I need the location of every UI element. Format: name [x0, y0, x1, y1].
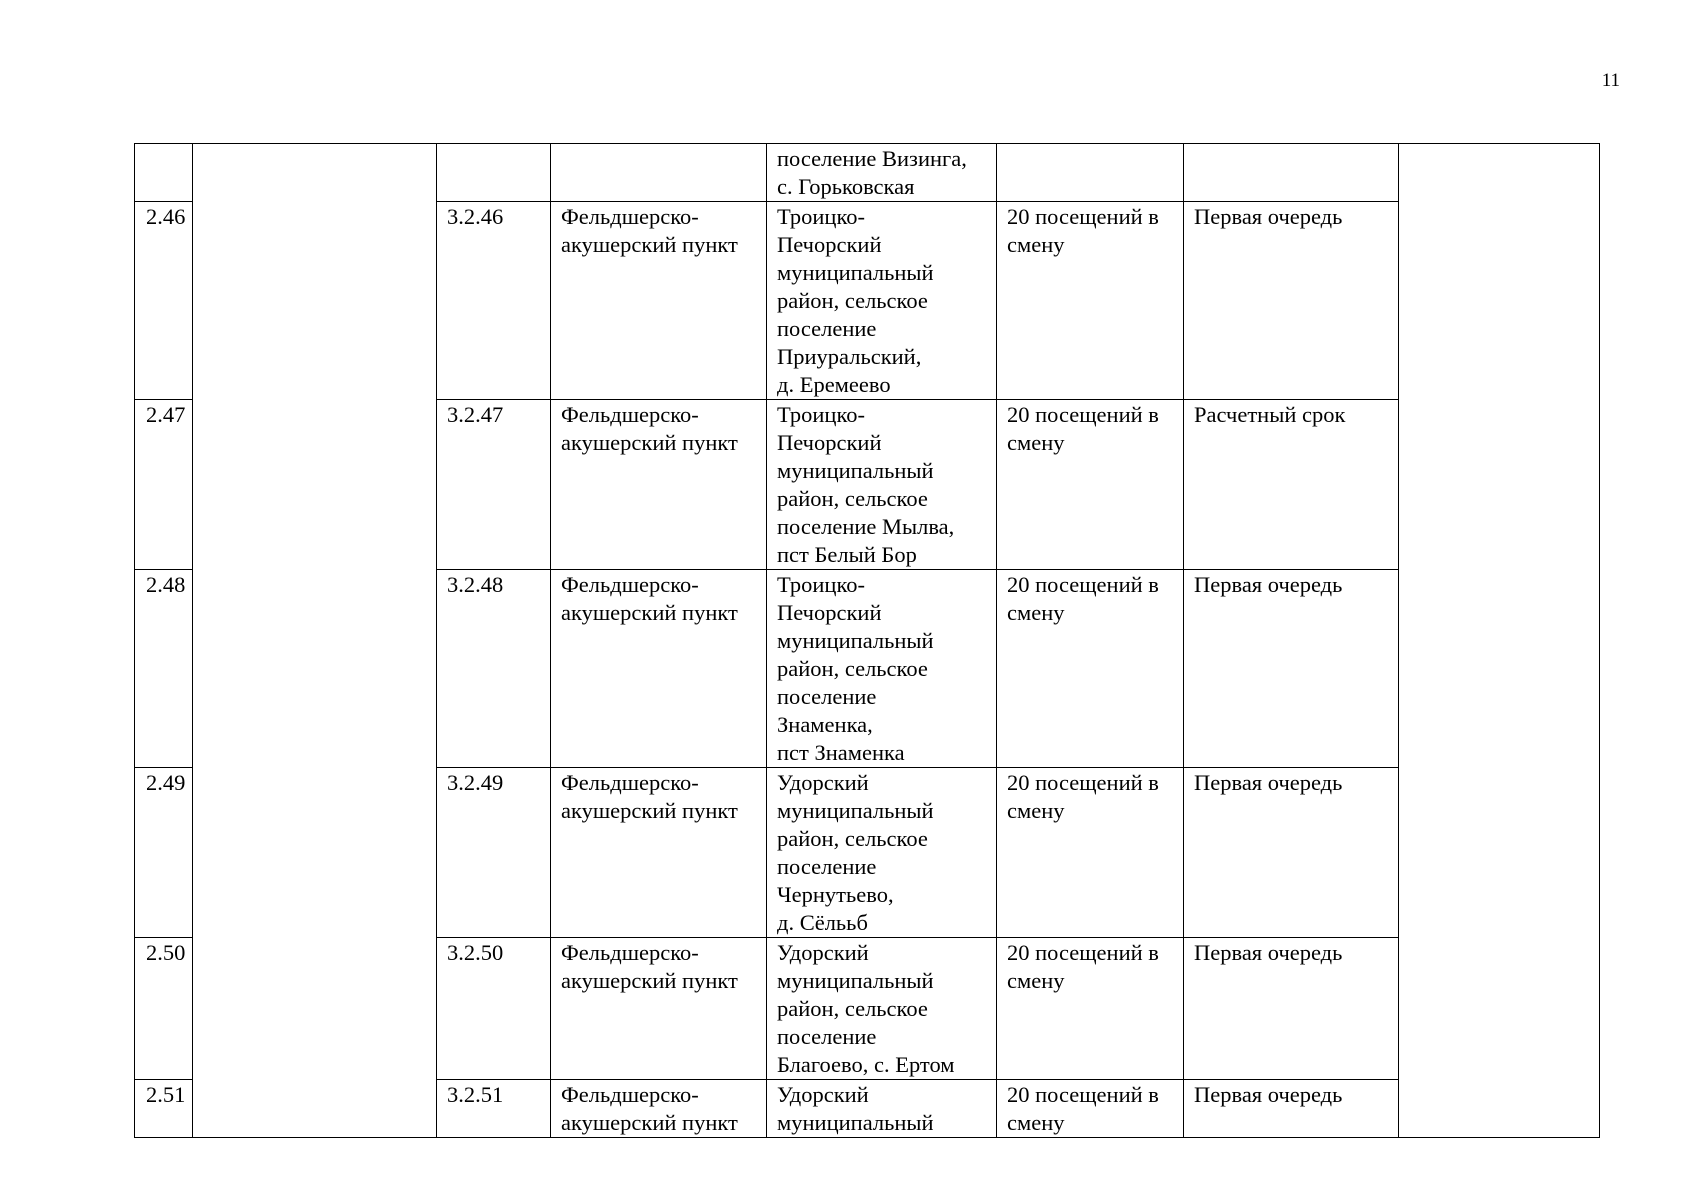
type-cell: Фельдшерско- акушерский пункт	[551, 1080, 767, 1138]
location-cell: Троицко- Печорский муниципальный район, сельское поселение Приуральский, д. Еремеево	[767, 202, 997, 400]
type-cell: Фельдшерско- акушерский пункт	[551, 768, 767, 938]
term-cell: Первая очередь	[1184, 938, 1399, 1080]
type-cell	[551, 144, 767, 202]
row-number-cell: 2.46	[135, 202, 193, 400]
code-cell	[437, 144, 551, 202]
merged-object-cell	[193, 144, 437, 1138]
page-number: 11	[1601, 70, 1620, 91]
table-row	[135, 144, 1600, 202]
location-cell: Троицко- Печорский муниципальный район, сельское поселение Знаменка, пст Знаменка	[767, 570, 997, 768]
term-cell	[1184, 144, 1399, 202]
location-cell: поселение Визинга, с. Горьковская	[767, 144, 997, 202]
row-number-cell	[135, 144, 193, 202]
row-number-cell: 2.50	[135, 938, 193, 1080]
code-cell: 3.2.51	[437, 1080, 551, 1138]
capacity-cell: 20 посещений в смену	[997, 768, 1184, 938]
location-cell: Удорский муниципальный	[767, 1080, 997, 1138]
code-cell: 3.2.46	[437, 202, 551, 400]
type-cell: Фельдшерско- акушерский пункт	[551, 400, 767, 570]
location-cell: Удорский муниципальный район, сельское поселение Чернутьево, д. Сёлььб	[767, 768, 997, 938]
facilities-table	[134, 143, 1600, 1138]
code-cell: 3.2.48	[437, 570, 551, 768]
code-cell: 3.2.47	[437, 400, 551, 570]
term-cell: Первая очередь	[1184, 570, 1399, 768]
term-cell: Первая очередь	[1184, 768, 1399, 938]
location-cell: Удорский муниципальный район, сельское поселение Благоево, с. Ертом	[767, 938, 997, 1080]
capacity-cell: 20 посещений в смену	[997, 938, 1184, 1080]
row-number-cell: 2.48	[135, 570, 193, 768]
row-number-cell: 2.49	[135, 768, 193, 938]
capacity-cell: 20 посещений в смену	[997, 1080, 1184, 1138]
term-cell: Первая очередь	[1184, 1080, 1399, 1138]
capacity-cell	[997, 144, 1184, 202]
code-cell: 3.2.50	[437, 938, 551, 1080]
capacity-cell: 20 посещений в смену	[997, 400, 1184, 570]
merged-note-cell	[1399, 144, 1600, 1138]
term-cell: Расчетный срок	[1184, 400, 1399, 570]
type-cell: Фельдшерско- акушерский пункт	[551, 938, 767, 1080]
capacity-cell: 20 посещений в смену	[997, 570, 1184, 768]
type-cell: Фельдшерско- акушерский пункт	[551, 570, 767, 768]
location-cell: Троицко- Печорский муниципальный район, сельское поселение Мылва, пст Белый Бор	[767, 400, 997, 570]
type-cell: Фельдшерско- акушерский пункт	[551, 202, 767, 400]
capacity-cell: 20 посещений в смену	[997, 202, 1184, 400]
term-cell: Первая очередь	[1184, 202, 1399, 400]
row-number-cell: 2.51	[135, 1080, 193, 1138]
code-cell: 3.2.49	[437, 768, 551, 938]
row-number-cell: 2.47	[135, 400, 193, 570]
